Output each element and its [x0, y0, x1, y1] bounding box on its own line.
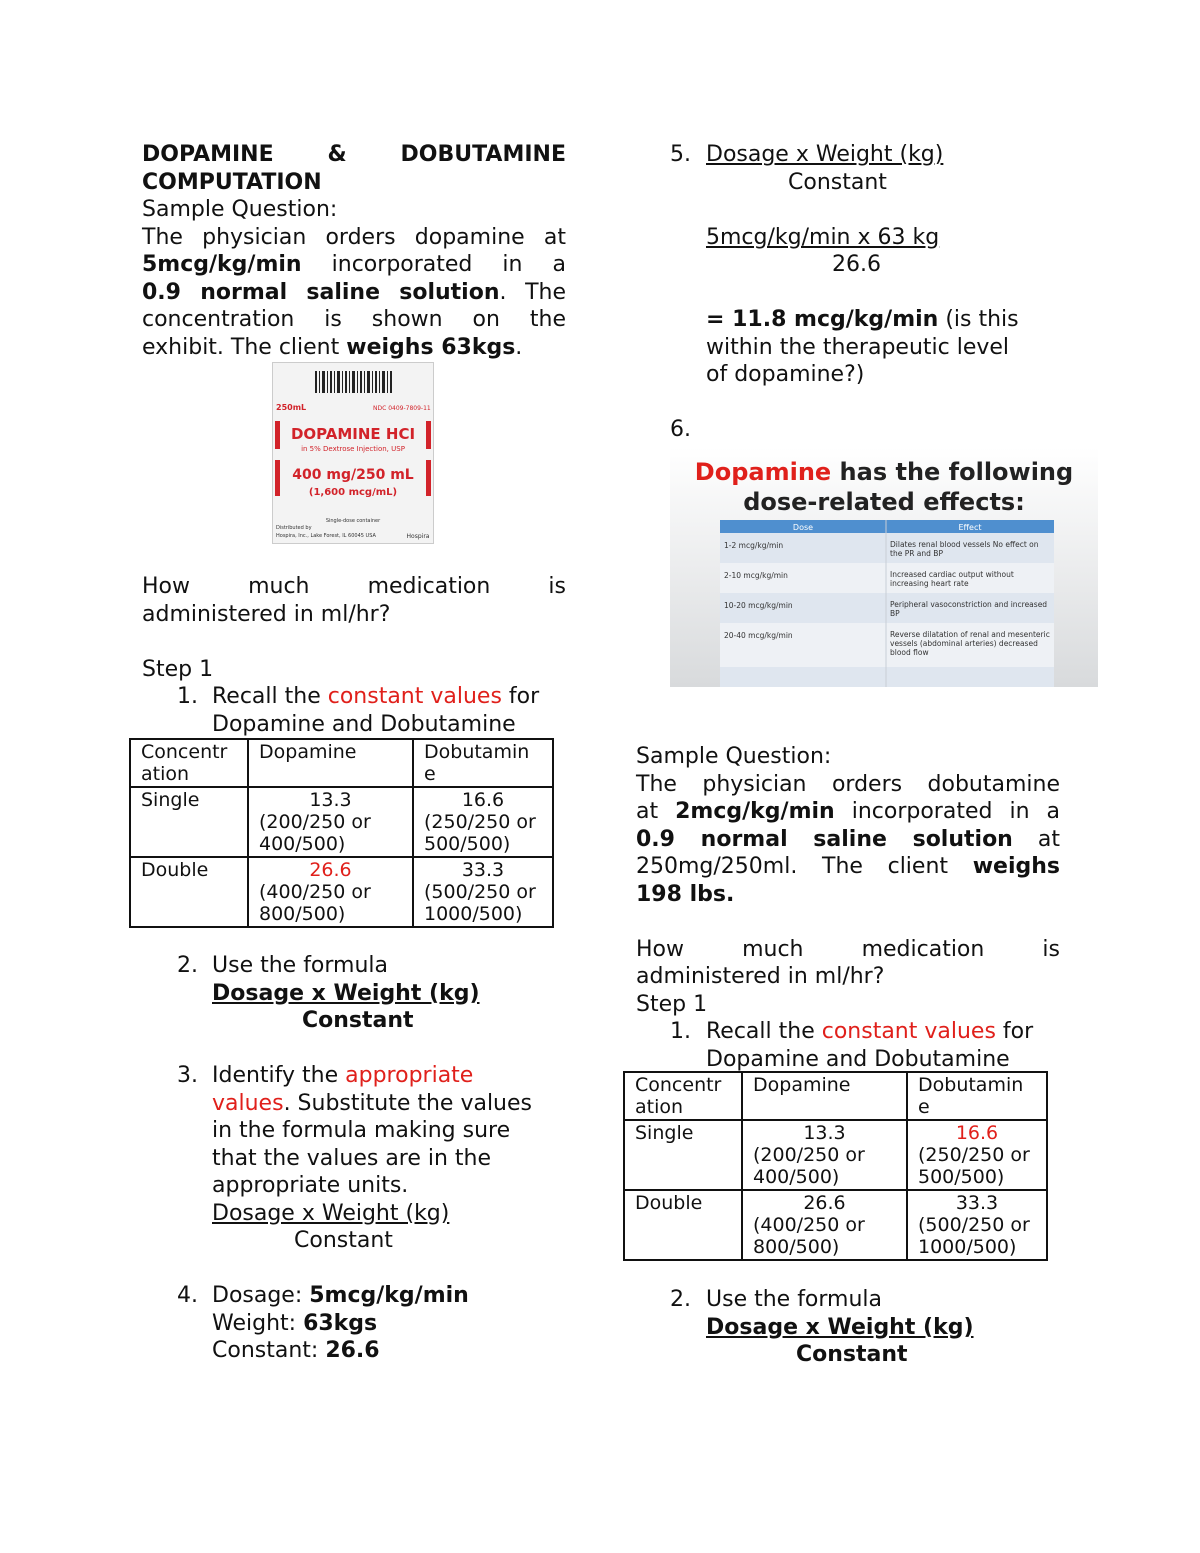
effects-effect-2: Increased cardiac output without increasing heart rate	[890, 570, 1014, 588]
effects-effect-3: Peripheral vasoconstriction and increased BP	[890, 600, 1048, 618]
constant-values-table: Concentr ation Dopamine Dobutamin e Single 13.3 (200/250 or 400/500) 16.6 (250/250 or 500/500) Double 26.6 (400/250 or 800/500) 33.3 (500/250 or 1000/500)	[623, 1071, 1048, 1261]
list-item: 2. Use the formula Dosage x Weight (kg) Constant	[670, 1287, 974, 1367]
label-distributed: Distributed by	[276, 525, 312, 531]
constant-values-table: Concentr ation Dopamine Dobutamin e Single 13.3 (200/250 or 400/500) 16.6 (250/250 or 500/500) Double 26.6 (400/250 or 800/500) 33.3 (500/250 or 1000/500)	[129, 738, 554, 928]
svg-text:Dopamine has the following	[695, 458, 1073, 486]
step-1-heading: Step 1	[142, 656, 214, 682]
label-maker: Hospira, Inc., Lake Forest, IL 60045 USA	[276, 533, 376, 539]
label-concentration: (1,600 mcg/mL)	[308, 487, 398, 498]
right-question: Sample Question: The physician orders dobutamine at 2mcg/kg/min incorporated in a 0.9 normal saline solution at 250mg/250ml. The client weighs 198 lbs. How much medication is administered in ml/hr? Step 1 1. Recall the constant values for Dopamine and Dobutamine	[636, 744, 1060, 1072]
doc-title: DOPAMINE & DOBUTAMINE	[142, 142, 566, 167]
list-item: 1. Recall the constant values for Dopamine and Dobutamine	[670, 1019, 1034, 1072]
effects-title-rest: has the following	[831, 458, 1074, 486]
list-item: 4. Dosage: 5mcg/kg/min Weight: 63kgs Constant: 26.6	[177, 1283, 469, 1363]
sample-question-heading: Sample Question:	[636, 744, 832, 769]
left-steps-2	[142, 952, 572, 1365]
sample-question-heading: Sample Question:	[142, 197, 338, 222]
list-item: 2. Use the formula Dosage x Weight (kg) Constant	[177, 953, 480, 1033]
effects-title-red: Dopamine	[694, 458, 832, 486]
effects-dose-4: 20-40 mcg/kg/min	[724, 631, 793, 640]
label-volume: 250mL	[276, 403, 307, 412]
effects-title-line2: dose-related effects:	[743, 488, 1025, 516]
list-item: 5. Dosage x Weight (kg) Constant 5mcg/kg/min x 63 kg 26.6 = 11.8 mcg/kg/min (is this within the therapeutic level of dopamine?)	[670, 142, 1019, 387]
label-brand: Hospira	[406, 533, 430, 540]
label-single-dose: Single-dose container	[325, 518, 381, 524]
dopamine-effects-image	[670, 447, 1098, 687]
list-item: 3. Identify the appropriate values. Substitute the values in the formula making sure that the values are in the appropriate units. Dosage x Weight (kg) Constant	[177, 1063, 532, 1253]
label-drug-name: DOPAMINE HCI	[290, 425, 416, 443]
question-text: The physician orders dopamine at	[142, 224, 566, 250]
left-column: DOPAMINE & DOBUTAMINE COMPUTATION Sample Question: The physician orders dopamine at 5mcg/kg/min incorporated in a 0.9 normal saline solution. The concentration is shown on the exhibit. The client weighs 63kgs.	[142, 142, 566, 360]
left-steps: How much medication is administered in ml/hr? Step 1 1. Recall the constant values for Dopamine and Dobutamine	[142, 574, 566, 737]
effects-effect-4: Reverse dilatation of renal and mesenteric vessels (abdominal arteries) decreased blood flow	[890, 630, 1050, 657]
label-diluent: in 5% Dextrose Injection, USP	[301, 445, 405, 453]
effects-head-dose: Dose	[792, 523, 814, 532]
effects-dose-1: 1-2 mcg/kg/min	[724, 541, 784, 550]
effects-dose-3: 10-20 mcg/kg/min	[724, 601, 793, 610]
step-1-heading: Step 1	[636, 991, 708, 1017]
list-item: 1. Recall the constant values for Dopamine and Dobutamine	[177, 684, 540, 737]
right-column	[636, 141, 1060, 444]
label-strength: 400 mg/250 mL	[292, 467, 414, 483]
doc-title-line2: COMPUTATION	[142, 169, 322, 195]
right-steps-2	[636, 1286, 1066, 1369]
effects-head-effect: Effect	[958, 523, 982, 532]
dopamine-bag-label-image	[272, 362, 434, 544]
list-item: 6.	[670, 417, 691, 442]
effects-effect-1: Dilates renal blood vessels No effect on the PR and BP	[890, 540, 1039, 558]
effects-dose-2: 2-10 mcg/kg/min	[724, 571, 788, 580]
label-ndc: NDC 0409-7809-11	[373, 405, 431, 412]
